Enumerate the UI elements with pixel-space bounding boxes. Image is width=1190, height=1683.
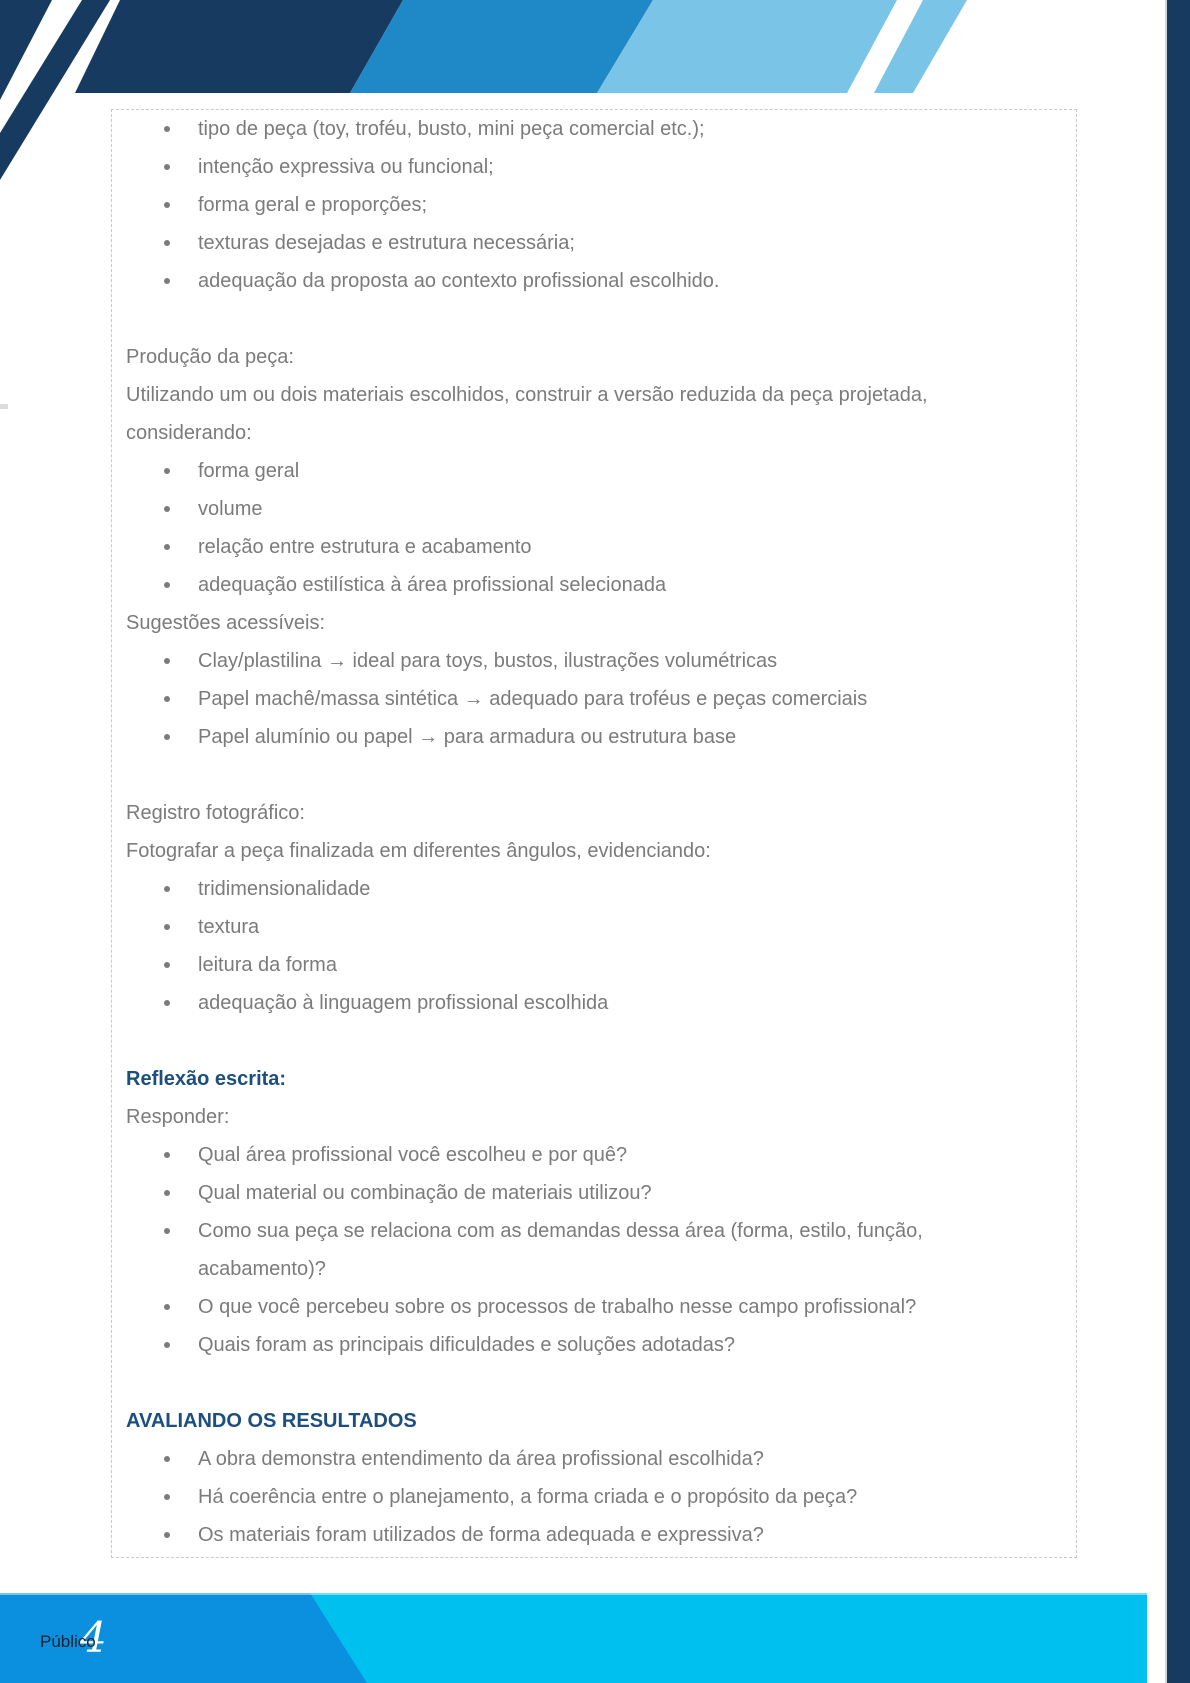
bullet-item: [112, 186, 1076, 224]
bullet-dot: [164, 696, 170, 702]
bullet-dot: [164, 924, 170, 930]
bullet-dot: [164, 1190, 170, 1196]
bullet-item: [112, 262, 1076, 300]
paragraph-line: Sugestões acessíveis:: [126, 612, 325, 634]
bullet-item: [112, 528, 1076, 566]
blank-line: [112, 1364, 1076, 1402]
bullet-text: Clay/plastilina → ideal para toys, bustos, ilustrações volumétricas: [198, 650, 778, 672]
bullet-item: [112, 224, 1076, 262]
blank-line: [112, 1022, 1076, 1060]
bullet-dot: [164, 1532, 170, 1538]
bullet-item: [112, 946, 1076, 984]
bullet-text: Quais foram as principais dificuldades e soluções adotadas?: [198, 1334, 735, 1356]
bullet-dot: [164, 164, 170, 170]
bullet-dot: [164, 126, 170, 132]
bullet-text: intenção expressiva ou funcional;: [198, 156, 494, 178]
bullet-dot: [164, 1228, 170, 1234]
bullet-text: acabamento)?: [198, 1258, 326, 1280]
bullet-text: Qual área profissional você escolheu e por quê?: [198, 1144, 628, 1166]
bullet-item: [112, 452, 1076, 490]
bullet-dot: [164, 202, 170, 208]
bullet-text: Papel machê/massa sintética → adequado para troféus e peças comerciais: [198, 688, 868, 710]
bullet-text: Há coerência entre o planejamento, a forma criada e o propósito da peça?: [198, 1486, 858, 1508]
bullet-text: leitura da forma: [198, 954, 337, 976]
section-heading: Reflexão escrita:: [126, 1068, 287, 1090]
bullet-text: forma geral: [198, 460, 300, 482]
bullet-item: [112, 870, 1076, 908]
paragraph-line: Registro fotográfico:: [126, 802, 305, 824]
bullet-text: Como sua peça se relaciona com as demandas dessa área (forma, estilo, função,: [198, 1220, 923, 1242]
right-edge-bar: [1165, 0, 1190, 1683]
paragraph-line: Utilizando um ou dois materiais escolhidos, construir a versão reduzida da peça projetada,: [126, 384, 928, 406]
footer-classification-label: Público: [40, 1632, 96, 1651]
bullet-dot: [164, 886, 170, 892]
bullet-dot: [164, 544, 170, 550]
bullet-text: tipo de peça (toy, troféu, busto, mini peça comercial etc.);: [198, 118, 705, 140]
bullet-item: [112, 1440, 1076, 1478]
bullet-dot: [164, 468, 170, 474]
bullet-item: [112, 718, 1076, 756]
bullet-dot: [164, 1494, 170, 1500]
footer-band: [0, 1593, 1147, 1683]
bullet-dot: [164, 240, 170, 246]
bullet-text: volume: [198, 498, 263, 520]
left-edge-artifact: [0, 404, 8, 409]
header-band-navy: [75, 0, 403, 93]
bullet-item: [112, 1212, 1076, 1250]
bullet-item: [112, 148, 1076, 186]
bullet-text: Qual material ou combinação de materiais utilizou?: [198, 1182, 652, 1204]
bullet-dot: [164, 1000, 170, 1006]
bullet-dot: [164, 658, 170, 664]
bullet-item: [112, 1326, 1076, 1364]
footer-highlight-line: [0, 1593, 1147, 1595]
bullet-continuation-line: [112, 1250, 1076, 1288]
bullet-item: [112, 680, 1076, 718]
bullet-text: texturas desejadas e estrutura necessária;: [198, 232, 575, 254]
bullet-dot: [164, 1456, 170, 1462]
paragraph-line: Produção da peça:: [126, 346, 294, 368]
bullet-text: adequação à linguagem profissional escolhida: [198, 992, 609, 1014]
content-text-frame[interactable]: [111, 109, 1077, 1558]
footer-decoration: [0, 1593, 1147, 1683]
bullet-dot: [164, 506, 170, 512]
bullet-dot: [164, 582, 170, 588]
bullet-dot: [164, 962, 170, 968]
bullet-text: forma geral e proporções;: [198, 194, 428, 216]
bullet-item: [112, 566, 1076, 604]
bullet-text: textura: [198, 916, 260, 938]
bullet-text: adequação da proposta ao contexto profissional escolhido.: [198, 270, 720, 292]
page-number: 4: [80, 1613, 107, 1662]
bullet-item: [112, 1288, 1076, 1326]
bullet-item: [112, 908, 1076, 946]
bullet-item: [112, 1516, 1076, 1554]
bullet-text: Papel alumínio ou papel → para armadura ou estrutura base: [198, 726, 737, 748]
bullet-text: relação entre estrutura e acabamento: [198, 536, 532, 558]
bullet-item: [112, 110, 1076, 148]
bullet-item: [112, 1478, 1076, 1516]
bullet-text: A obra demonstra entendimento da área profissional escolhida?: [198, 1448, 764, 1470]
paragraph-line: Responder:: [126, 1106, 230, 1128]
bullet-text: tridimensionalidade: [198, 878, 371, 900]
bullet-item: [112, 1136, 1076, 1174]
bullet-item: [112, 490, 1076, 528]
paragraph-line: Fotografar a peça finalizada em diferentes ângulos, evidenciando:: [126, 840, 711, 862]
bullet-text: adequação estilística à área profissional selecionada: [198, 574, 667, 596]
bullet-dot: [164, 1304, 170, 1310]
bullet-dot: [164, 1152, 170, 1158]
bullet-item: [112, 1174, 1076, 1212]
bullet-item: [112, 642, 1076, 680]
bullet-text: Os materiais foram utilizados de forma adequada e expressiva?: [198, 1524, 764, 1546]
bullet-item: [112, 984, 1076, 1022]
section-heading: AVALIANDO OS RESULTADOS: [126, 1410, 417, 1432]
paragraph-line: considerando:: [126, 422, 252, 444]
bullet-text: O que você percebeu sobre os processos de trabalho nesse campo profissional?: [198, 1296, 917, 1318]
bullet-dot: [164, 734, 170, 740]
bullet-dot: [164, 1342, 170, 1348]
bullet-dot: [164, 278, 170, 284]
blank-line: [112, 756, 1076, 794]
blank-line: [112, 300, 1076, 338]
